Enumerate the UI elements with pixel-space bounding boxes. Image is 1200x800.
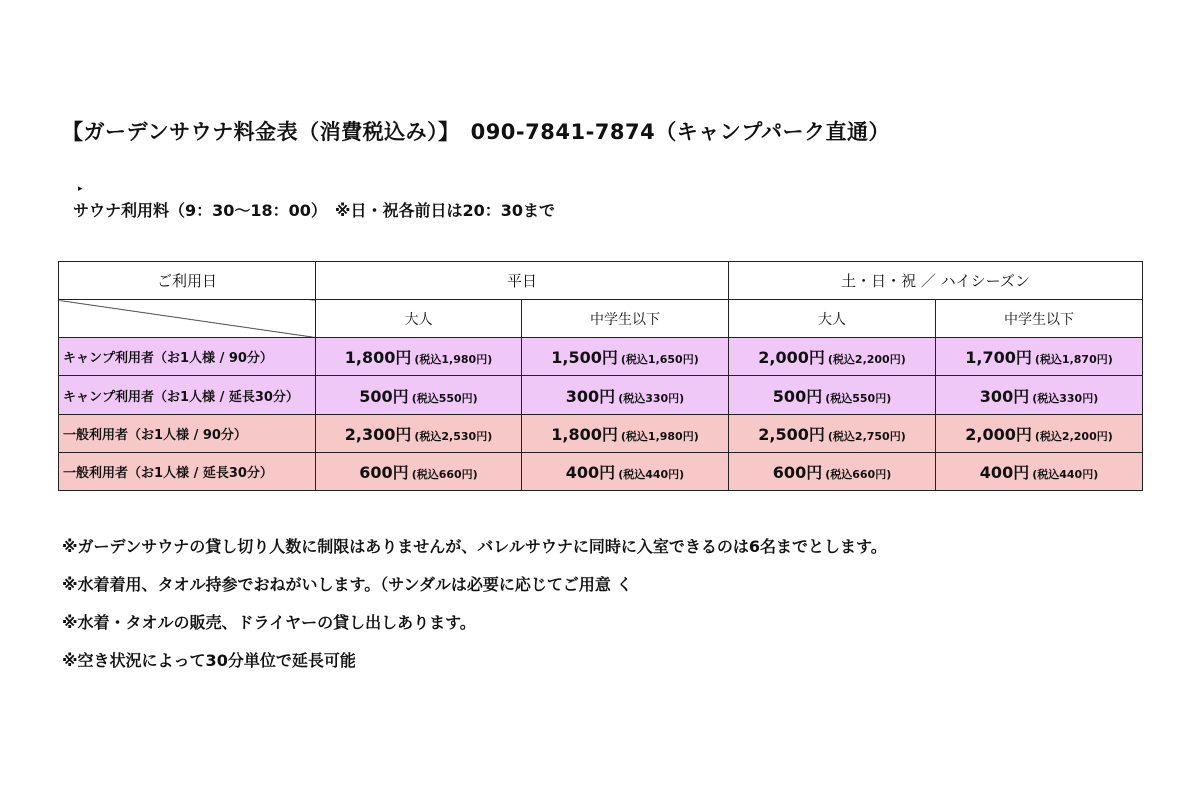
price-cell: [316, 414, 522, 452]
price-value: 1,500円: [551, 348, 618, 368]
price-value: 300円: [565, 386, 616, 406]
price-cell: [522, 376, 729, 414]
price-cell: [522, 414, 729, 452]
table-row: [59, 338, 1143, 376]
price-value: 400円: [565, 462, 616, 482]
price-value: 1,800円: [344, 348, 412, 368]
price-tax: (税込2,750円): [827, 429, 906, 443]
sauna-usage-hours: サウナ利用料（9：30～18：00） ※日・祝各前日は20：30まで: [73, 201, 556, 220]
weekend-adult-header: 大人: [729, 300, 936, 338]
row-label: キャンプ利用者（お1人様 / 延長30分）: [59, 376, 316, 414]
price-value: 600円: [772, 462, 823, 482]
price-tax: (税込440円): [618, 467, 685, 481]
note-group-limit: ※ガーデンサウナの貸し切り人数に制限はありませんが、バレルサウナに同時に入室できるのは6名までとします。: [62, 537, 887, 556]
date-header: ご利用日: [59, 262, 316, 300]
price-tax: (税込330円): [1032, 391, 1099, 405]
price-tax: (税込330円): [618, 391, 685, 405]
price-tax: (税込550円): [411, 391, 478, 405]
price-cell: [729, 452, 936, 490]
price-cell: [316, 338, 522, 376]
price-value: 2,000円: [965, 424, 1032, 444]
price-cell: [316, 376, 522, 414]
price-tax: (税込440円): [1032, 467, 1099, 481]
weekend-junior-header: 中学生以下: [936, 300, 1143, 338]
table-row: [59, 376, 1143, 414]
price-tax: (税込1,650円): [620, 353, 699, 367]
price-cell: [316, 452, 522, 490]
price-value: 600円: [359, 462, 409, 482]
price-value: 300円: [979, 386, 1030, 406]
price-cell: [936, 376, 1143, 414]
price-tax: (税込2,200円): [1034, 429, 1113, 443]
diagonal-corner-cell: [59, 300, 316, 338]
table-header-row: [59, 262, 1143, 300]
price-cell: [729, 376, 936, 414]
weekday-header: 平日: [316, 262, 729, 300]
notes-list: [62, 535, 1142, 687]
weekday-adult-header: 大人: [316, 300, 522, 338]
price-cell: [729, 338, 936, 376]
price-tax: (税込550円): [825, 391, 892, 405]
table-row: [59, 414, 1143, 452]
note-sales-rental: ※水着・タオルの販売、ドライヤーの貸し出しあります。: [62, 613, 476, 632]
price-tax: (税込1,980円): [414, 353, 493, 367]
page-title: 【ガーデンサウナ料金表（消費税込み）】 090-7841-7874（キャンプパーク直通）: [62, 120, 891, 144]
price-tax: (税込1,980円): [620, 429, 699, 443]
price-tax: (税込2,530円): [414, 429, 493, 443]
note-swimwear: ※水着着用、タオル持参でおねがいします。（サンダルは必要に応じてご用意 く: [62, 575, 633, 594]
row-label: キャンプ利用者（お1人様 / 90分）: [59, 338, 316, 376]
price-cell: [936, 338, 1143, 376]
table-subheader-row: [59, 300, 1143, 338]
price-table: [58, 261, 1143, 491]
price-value: 1,700円: [965, 348, 1032, 368]
price-value: 2,000円: [758, 348, 825, 368]
price-value: 500円: [359, 386, 409, 406]
bullet-marker-icon: ▸: [78, 184, 83, 194]
price-value: 2,300円: [344, 424, 412, 444]
price-cell: [522, 338, 729, 376]
price-value: 2,500円: [758, 424, 825, 444]
price-value: 500円: [772, 386, 823, 406]
weekend-header: 土・日・祝 ／ ハイシーズン: [729, 262, 1143, 300]
price-cell: [936, 414, 1143, 452]
note-extension: ※空き状況によって30分単位で延長可能: [62, 651, 356, 670]
price-tax: (税込1,870円): [1034, 353, 1113, 367]
price-tax: (税込660円): [411, 467, 478, 481]
table-row: [59, 452, 1143, 490]
row-label: 一般利用者（お1人様 / 90分）: [59, 414, 316, 452]
price-cell: [936, 452, 1143, 490]
price-value: 1,800円: [551, 424, 618, 444]
row-label: 一般利用者（お1人様 / 延長30分）: [59, 452, 316, 490]
weekday-junior-header: 中学生以下: [522, 300, 729, 338]
price-cell: [729, 414, 936, 452]
price-value: 400円: [979, 462, 1030, 482]
price-cell: [522, 452, 729, 490]
price-tax: (税込2,200円): [827, 353, 906, 367]
price-tax: (税込660円): [825, 467, 892, 481]
